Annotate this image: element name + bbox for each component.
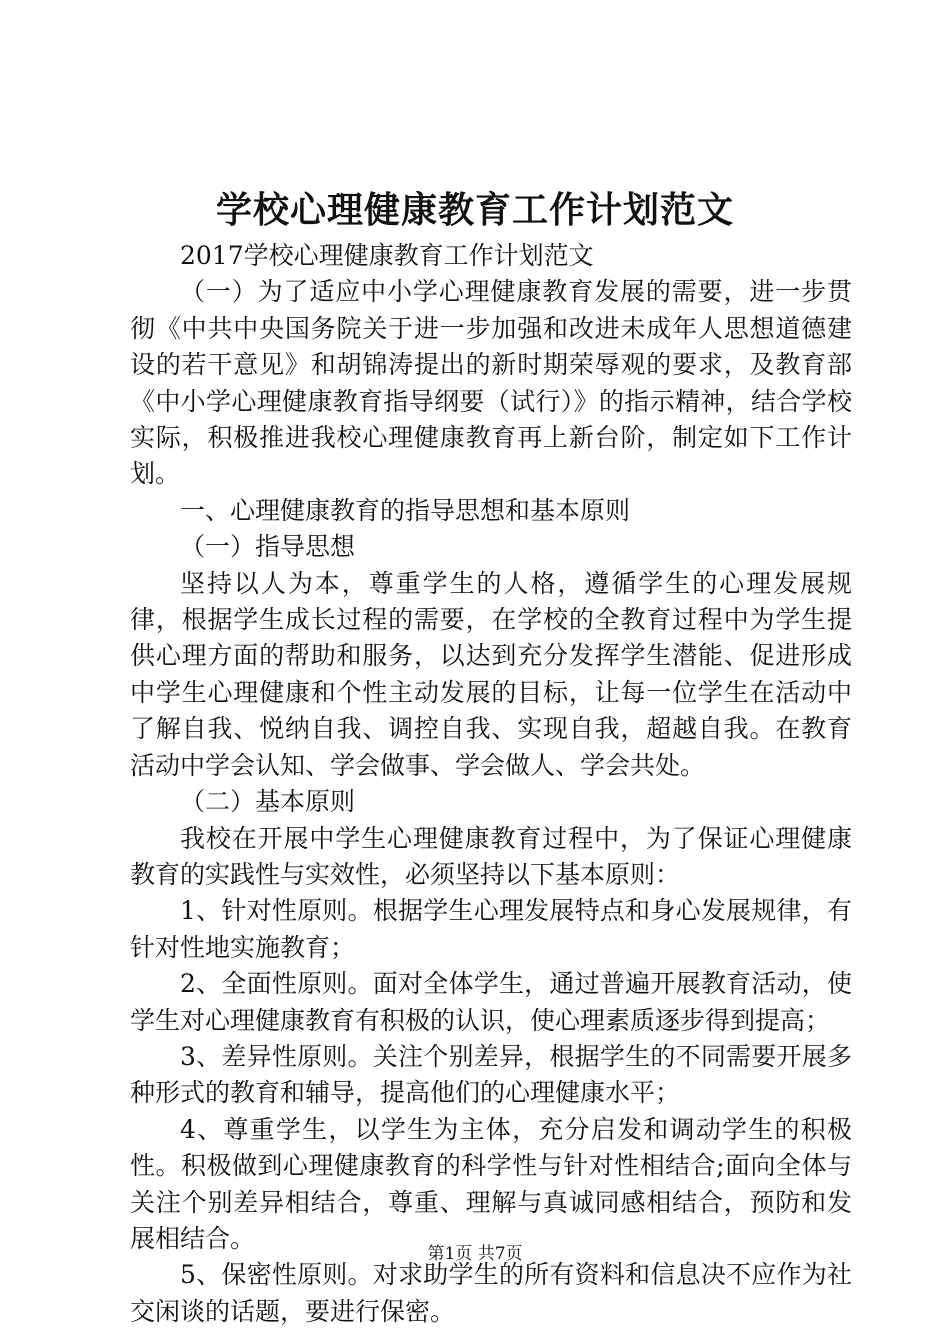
paragraph-intro: （一）为了适应中小学心理健康教育发展的需要，进一步贯彻《中共中央国务院关于进一步加强和改进未成年人思想道德建设的若干意见》和胡锦涛提出的新时期荣辱观的要求，及教育部《中小学心理健康教育指导纲要（试行）》的指示精神，结合学校实际，积极推进我校心理健康教育再上新台阶，制定如下工作计划。 — [130, 277, 852, 489]
principle-item-4: 4、尊重学生，以学生为主体，充分启发和调动学生的积极性。积极做到心理健康教育的科学性与针对性相结合;面向全体与关注个别差异相结合，尊重、理解与真诚同感相结合，预防和发展相结合。 — [130, 1114, 852, 1253]
heading-section-1: 一、心理健康教育的指导思想和基本原则 — [180, 495, 631, 525]
document-title: 学校心理健康教育工作计划范文 — [215, 189, 734, 231]
principle-item-5: 5、保密性原则。对求助学生的所有资料和信息决不应作为社交闲谈的话题，要进行保密。 — [130, 1260, 852, 1326]
paragraph-subtitle: 2017学校心理健康教育工作计划范文 — [180, 241, 594, 270]
heading-guiding-thought: （一）指导思想 — [180, 532, 356, 562]
principle-item-3: 3、差异性原则。关注个别差异，根据学生的不同需要开展多种形式的教育和辅导，提高他们的心理健康水平； — [130, 1041, 852, 1108]
principle-item-1: 1、针对性原则。根据学生心理发展特点和身心发展规律，有针对性地实施教育； — [130, 896, 852, 962]
paragraph-guiding-thought: 坚持以人为本，尊重学生的人格，遵循学生的心理发展规律，根据学生成长过程的需要，在学校的全教育过程中为学生提供心理方面的帮助和服务，以达到充分发挥学生潜能、促进形成中学生心理健康和个性主动发展的目标，让每一位学生在活动中了解自我、悦纳自我、调控自我、实现自我，超越自我。在教育活动中学会认知、学会做事、学会做人、学会共处。 — [130, 568, 852, 780]
page-number-footer: 第1页 共7页 — [427, 1244, 523, 1264]
paragraph-basic-principles: 我校在开展中学生心理健康教育过程中，为了保证心理健康教育的实践性与实效性，必须坚持以下基本原则： — [130, 823, 852, 889]
heading-basic-principles: （二）基本原则 — [180, 787, 356, 817]
principle-item-2: 2、全面性原则。面对全体学生，通过普遍开展教育活动，使学生对心理健康教育有积极的认识，使心理素质逐步得到提高； — [130, 969, 852, 1035]
document-body — [130, 238, 852, 1330]
